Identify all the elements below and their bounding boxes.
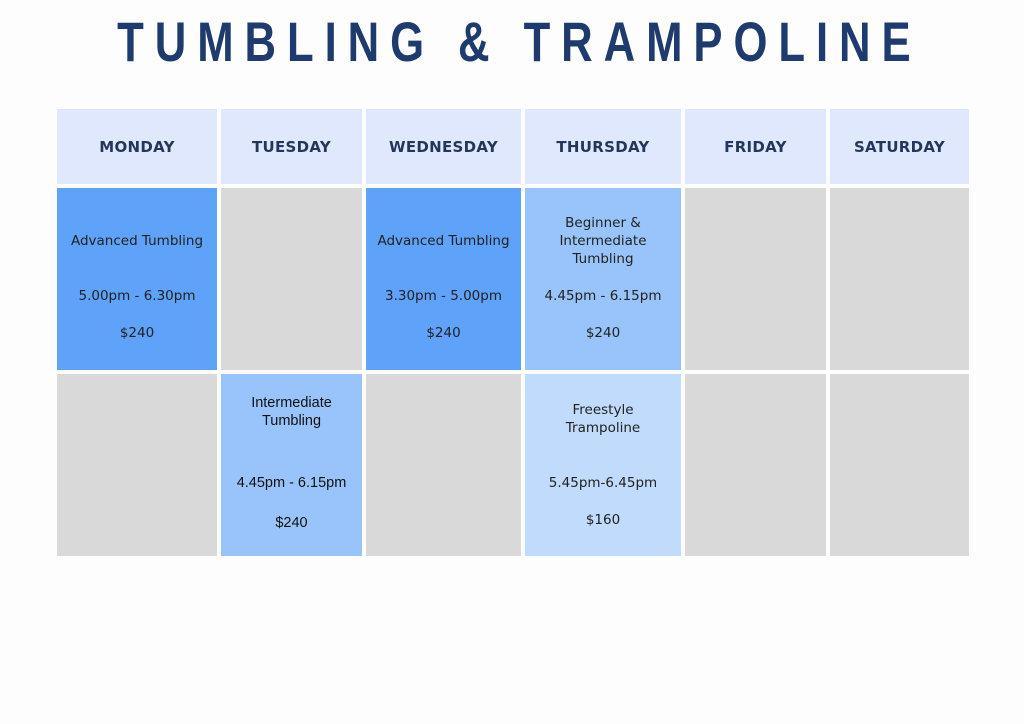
empty-cell xyxy=(685,374,826,556)
empty-cell xyxy=(685,188,826,370)
class-time: 5.00pm - 6.30pm xyxy=(78,288,196,304)
class-time: 5.45pm-6.45pm xyxy=(548,475,658,491)
day-header-monday: MONDAY xyxy=(57,109,217,184)
day-header-wednesday: WEDNESDAY xyxy=(366,109,521,184)
class-price: $240 xyxy=(119,325,155,341)
schedule-table xyxy=(57,109,967,556)
class-cell-thursday-trampoline xyxy=(525,374,681,556)
class-price: $160 xyxy=(585,512,621,528)
class-name: Freestyle Trampoline xyxy=(565,402,641,436)
class-cell-tuesday-intermediate xyxy=(221,374,362,556)
day-header-tuesday: TUESDAY xyxy=(221,109,362,184)
page-title: TUMBLING & TRAMPOLINE xyxy=(117,10,922,73)
class-cell-wednesday-advanced xyxy=(366,188,521,370)
empty-cell xyxy=(57,374,217,556)
class-name: Advanced Tumbling xyxy=(377,233,510,249)
day-header-thursday: THURSDAY xyxy=(525,109,681,184)
day-header-saturday: SATURDAY xyxy=(830,109,969,184)
class-name: Intermediate Tumbling xyxy=(251,395,332,429)
class-price: $240 xyxy=(275,515,308,531)
class-price: $240 xyxy=(426,325,461,341)
class-name: Advanced Tumbling xyxy=(70,233,204,249)
class-cell-monday-advanced xyxy=(57,188,217,370)
class-time: 4.45pm - 6.15pm xyxy=(236,475,347,491)
day-header-friday: FRIDAY xyxy=(685,109,826,184)
empty-cell xyxy=(830,188,969,370)
class-time: 4.45pm - 6.15pm xyxy=(544,288,662,304)
class-name: Beginner & Intermediate Tumbling xyxy=(559,215,647,267)
class-cell-thursday-beginner-intermediate xyxy=(525,188,681,370)
empty-cell xyxy=(221,188,362,370)
class-price: $240 xyxy=(585,325,621,341)
empty-cell xyxy=(830,374,969,556)
class-time: 3.30pm - 5.00pm xyxy=(384,288,502,304)
empty-cell xyxy=(366,374,521,556)
